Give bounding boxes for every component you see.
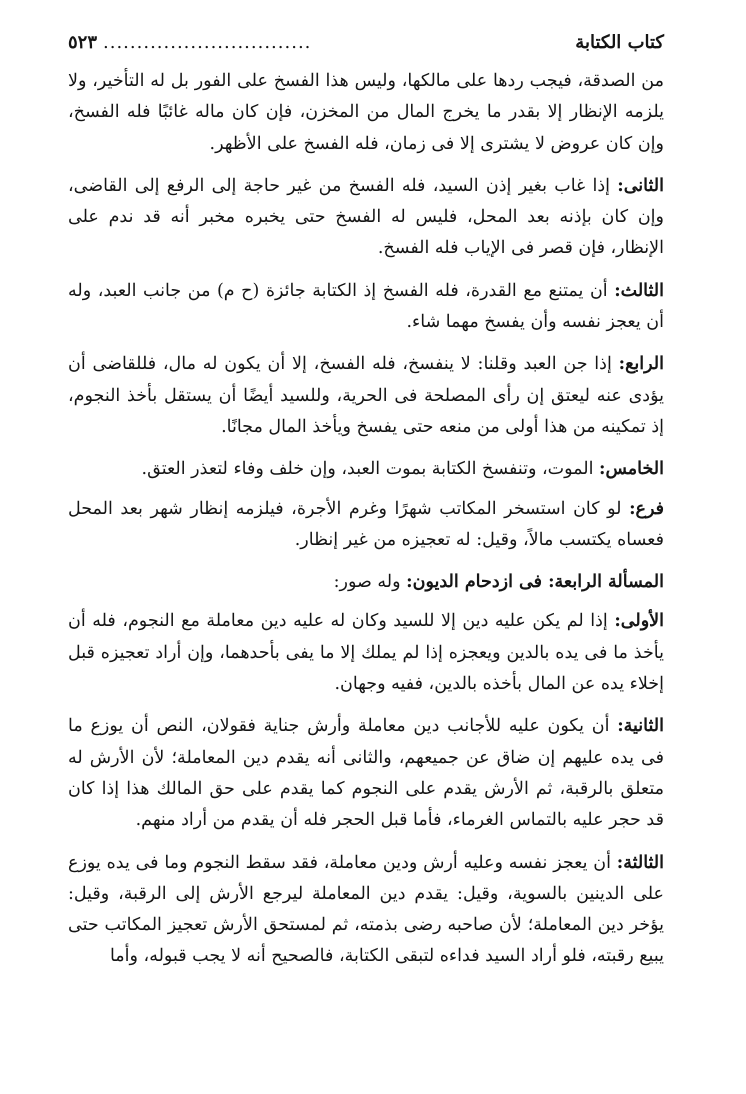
paragraph-text: لو كان استسخر المكاتب شهرًا وغرم الأجرة، فيلزمه إنظار شهر بعد المحل فعساه يكتسب مالاً، وقيل: له تعجيزه من غير إنظار. — [68, 498, 664, 550]
book-title: كتاب الكتابة — [575, 32, 664, 53]
paragraph-lead: فرع: — [629, 498, 664, 519]
section-heading-lead: المسألة الرابعة: فى ازدحام الديون: — [406, 572, 664, 593]
paragraph-second — [68, 171, 664, 265]
paragraph-continuation — [68, 66, 664, 160]
paragraph-text: إذا جن العبد وقلنا: لا ينفسخ، فله الفسخ، إلا أن يكون له مال، فللقاضى أن يؤدى عنه ليعتق إن رأى المصلحة فى الحرية، وللسيد أيضًا أن يستقل بأخذ النجوم، إذ تمكينه من هذا أولى من منعه حتى يفسخ ويأخذ المال مجانًا. — [68, 354, 664, 437]
paragraph-lead: الأولى: — [614, 611, 664, 632]
section-heading-text: وله صور: — [333, 572, 407, 593]
paragraph-first-case — [68, 606, 664, 700]
paragraph-text: أن يكون عليه للأجانب دين معاملة وأرش جناية فقولان، النص أن يوزع ما فى يده عليهم إن ضاق عن جميعهم، والثانى أنه يقدم دين المعاملة؛ لأن الأرش له متعلق بالرقبة، ثم الأرش يقدم على النجوم كما يقدم على حق المالك هذا إذا كان قد حجر عليه بالتماس الغرماء، فأما قبل الحجر فله أن يقدم من أراد منهم. — [68, 716, 664, 831]
section-heading-fourth-issue — [68, 567, 664, 598]
paragraph-branch — [68, 494, 664, 557]
paragraph-text: الموت، وتنفسخ الكتابة بموت العبد، وإن خلف وفاء لتعذر العتق. — [141, 459, 600, 480]
paragraph-text: إذا غاب بغير إذن السيد، فله الفسخ من غير حاجة إلى الرفع إلى القاضى، وإن كان بإذنه بعد المحل، فليس له الفسخ حتى يخبره مخبر أنه قد ندم على الإنظار، فإن قصر فى الإياب فله الفسخ. — [68, 175, 664, 259]
paragraph-text: أن يعجز نفسه وعليه أرش ودين معاملة، فقد سقط النجوم وما فى يده يوزع على الدينين بالسوية، وقيل: يقدم دين المعاملة ليرجع الأرش إلى الرقبة، وقيل: يؤخر دين المعاملة؛ لأن صاحبه رضى بذمته، ثم لمستحق الأرش تعجيز المكاتب حتى يبيع رقبته، فلو أراد السيد فداءه لتبقى الكتابة، فالصحيح أنه لا يجب قبوله، وأما — [68, 852, 665, 967]
paragraph-lead: الثانية: — [617, 716, 664, 737]
paragraph-second-case — [68, 711, 664, 836]
paragraph-lead: الثانى: — [617, 175, 664, 196]
paragraph-third — [68, 276, 664, 339]
paragraph-lead: الثالث: — [614, 280, 664, 301]
paragraph-text: إذا لم يكن عليه دين إلا للسيد وكان له عليه دين معاملة مع النجوم، فله أن يأخذ ما فى يده بالدين ويعجزه إذا لم يملك إلا ما يفى بأحدهما، وإن أراد تعجيزه قبل إخلاء يده عن المال بأخذه بالدين، ففيه وجهان. — [68, 611, 664, 695]
paragraph-lead: الرابع: — [618, 354, 664, 375]
paragraph-text: أن يمتنع مع القدرة، فله الفسخ إذ الكتابة جائزة (ح م) من جانب العبد، وله أن يعجز نفسه وأن يفسخ مهما شاء. — [68, 280, 664, 333]
paragraph-lead: الخامس: — [599, 459, 664, 480]
paragraph-lead: الثالثة: — [616, 852, 664, 873]
paragraph-fourth — [68, 349, 664, 443]
page-header — [68, 26, 664, 60]
paragraph-text: من الصدقة، فيجب ردها على مالكها، وليس هذا الفسخ على الفور بل له التأخير، ولا يلزمه الإنظار إلا بقدر ما يخرج المال من المخزن، فإن كان ماله غائبًا فله الفسخ، وإن كان عروض لا يشترى إلا فى زمان، فله الفسخ على الأظهر. — [68, 71, 664, 154]
paragraph-third-case — [68, 848, 664, 973]
book-page — [68, 26, 664, 984]
paragraph-fifth — [68, 454, 664, 485]
page-number: ٥٢٣ — [68, 32, 98, 53]
header-leader-dots: ............................... — [103, 32, 312, 53]
